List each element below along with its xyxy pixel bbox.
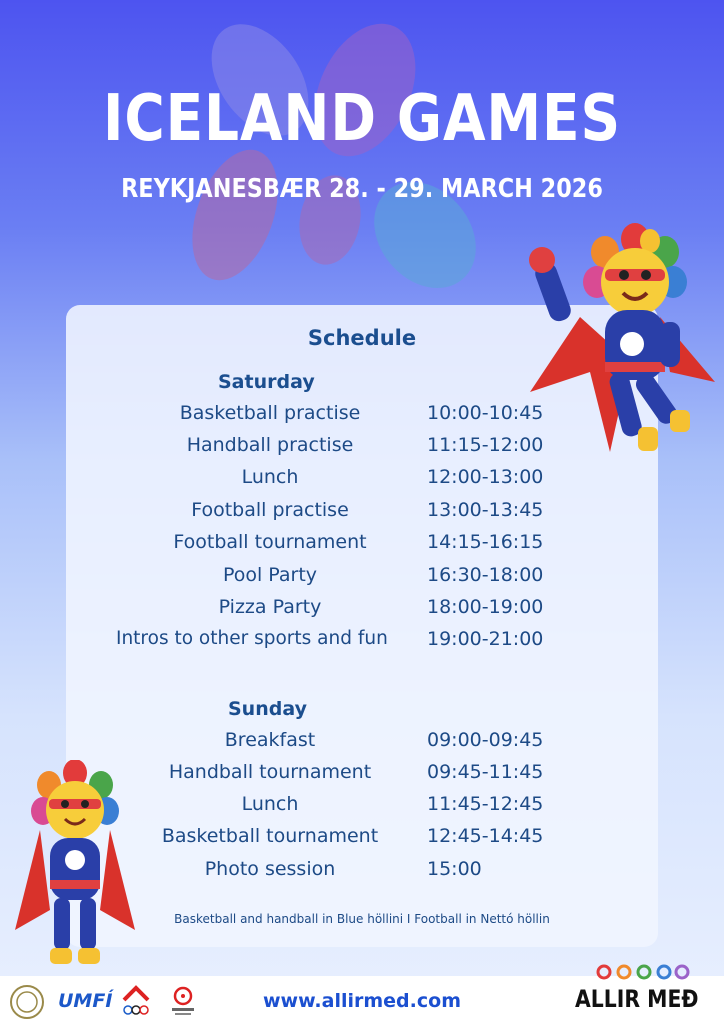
page-title: ICELAND GAMES bbox=[102, 82, 622, 156]
activity-label: Pool Party bbox=[222, 564, 318, 586]
schedule-row bbox=[110, 858, 580, 890]
time-label: 09:45-11:45 bbox=[427, 761, 544, 783]
schedule-row bbox=[110, 402, 580, 434]
time-label: 12:45-14:45 bbox=[427, 825, 544, 847]
time-label: 09:00-09:45 bbox=[427, 729, 544, 751]
activity-label: Breakfast bbox=[224, 729, 316, 751]
activity-label: Basketball tournament bbox=[161, 825, 379, 847]
mascot-flying-image bbox=[520, 222, 720, 467]
time-label: 19:00-21:00 bbox=[427, 628, 544, 650]
time-label: 11:45-12:45 bbox=[427, 793, 544, 815]
saturday-heading: Saturday bbox=[218, 371, 315, 393]
schedule-row bbox=[110, 531, 580, 563]
time-label: 18:00-19:00 bbox=[427, 596, 544, 618]
umfi-logo: UMFÍ bbox=[58, 990, 113, 1012]
schedule-row bbox=[110, 564, 580, 596]
schedule-title: Schedule bbox=[307, 326, 417, 350]
activity-label: Football practise bbox=[191, 499, 349, 521]
schedule-row bbox=[110, 596, 580, 628]
time-label: 14:15-16:15 bbox=[427, 531, 544, 553]
activity-label: Handball tournament bbox=[168, 761, 372, 783]
allir-med-figures-icon bbox=[592, 960, 692, 984]
schedule-row bbox=[110, 499, 580, 531]
activity-label: Intros to other sports and fun bbox=[116, 628, 388, 649]
venue-note: Basketball and handball in Blue höllini I Football in Nettó höllin bbox=[174, 912, 550, 926]
time-label: 16:30-18:00 bbox=[427, 564, 544, 586]
schedule-row bbox=[110, 434, 580, 466]
schedule-row bbox=[116, 628, 586, 660]
event-subtitle: REYKJANESBÆR 28. - 29. MARCH 2026 bbox=[121, 174, 603, 204]
activity-label: Lunch bbox=[241, 793, 299, 815]
allir-med-logo: ALLIR MEÐ bbox=[575, 985, 699, 1013]
schedule-row bbox=[110, 761, 580, 793]
activity-label: Handball practise bbox=[186, 434, 354, 456]
schedule-row bbox=[110, 729, 580, 761]
activity-label: Football tournament bbox=[173, 531, 367, 553]
time-label: 13:00-13:45 bbox=[427, 499, 544, 521]
schedule-row bbox=[110, 825, 580, 857]
time-label: 11:15-12:00 bbox=[427, 434, 544, 456]
background-logo-shapes bbox=[120, 20, 540, 320]
time-label: 12:00-13:00 bbox=[427, 466, 544, 488]
time-label: 10:00-10:45 bbox=[427, 402, 544, 424]
website-link[interactable]: www.allirmed.com bbox=[262, 990, 461, 1012]
activity-label: Lunch bbox=[241, 466, 299, 488]
schedule-row bbox=[110, 793, 580, 825]
sunday-heading: Sunday bbox=[228, 698, 307, 720]
activity-label: Pizza Party bbox=[218, 596, 322, 618]
schedule-row bbox=[110, 466, 580, 498]
time-label: 15:00 bbox=[427, 858, 482, 880]
activity-label: Basketball practise bbox=[179, 402, 361, 424]
mascot-standing-image bbox=[10, 760, 140, 970]
activity-label: Photo session bbox=[204, 858, 336, 880]
